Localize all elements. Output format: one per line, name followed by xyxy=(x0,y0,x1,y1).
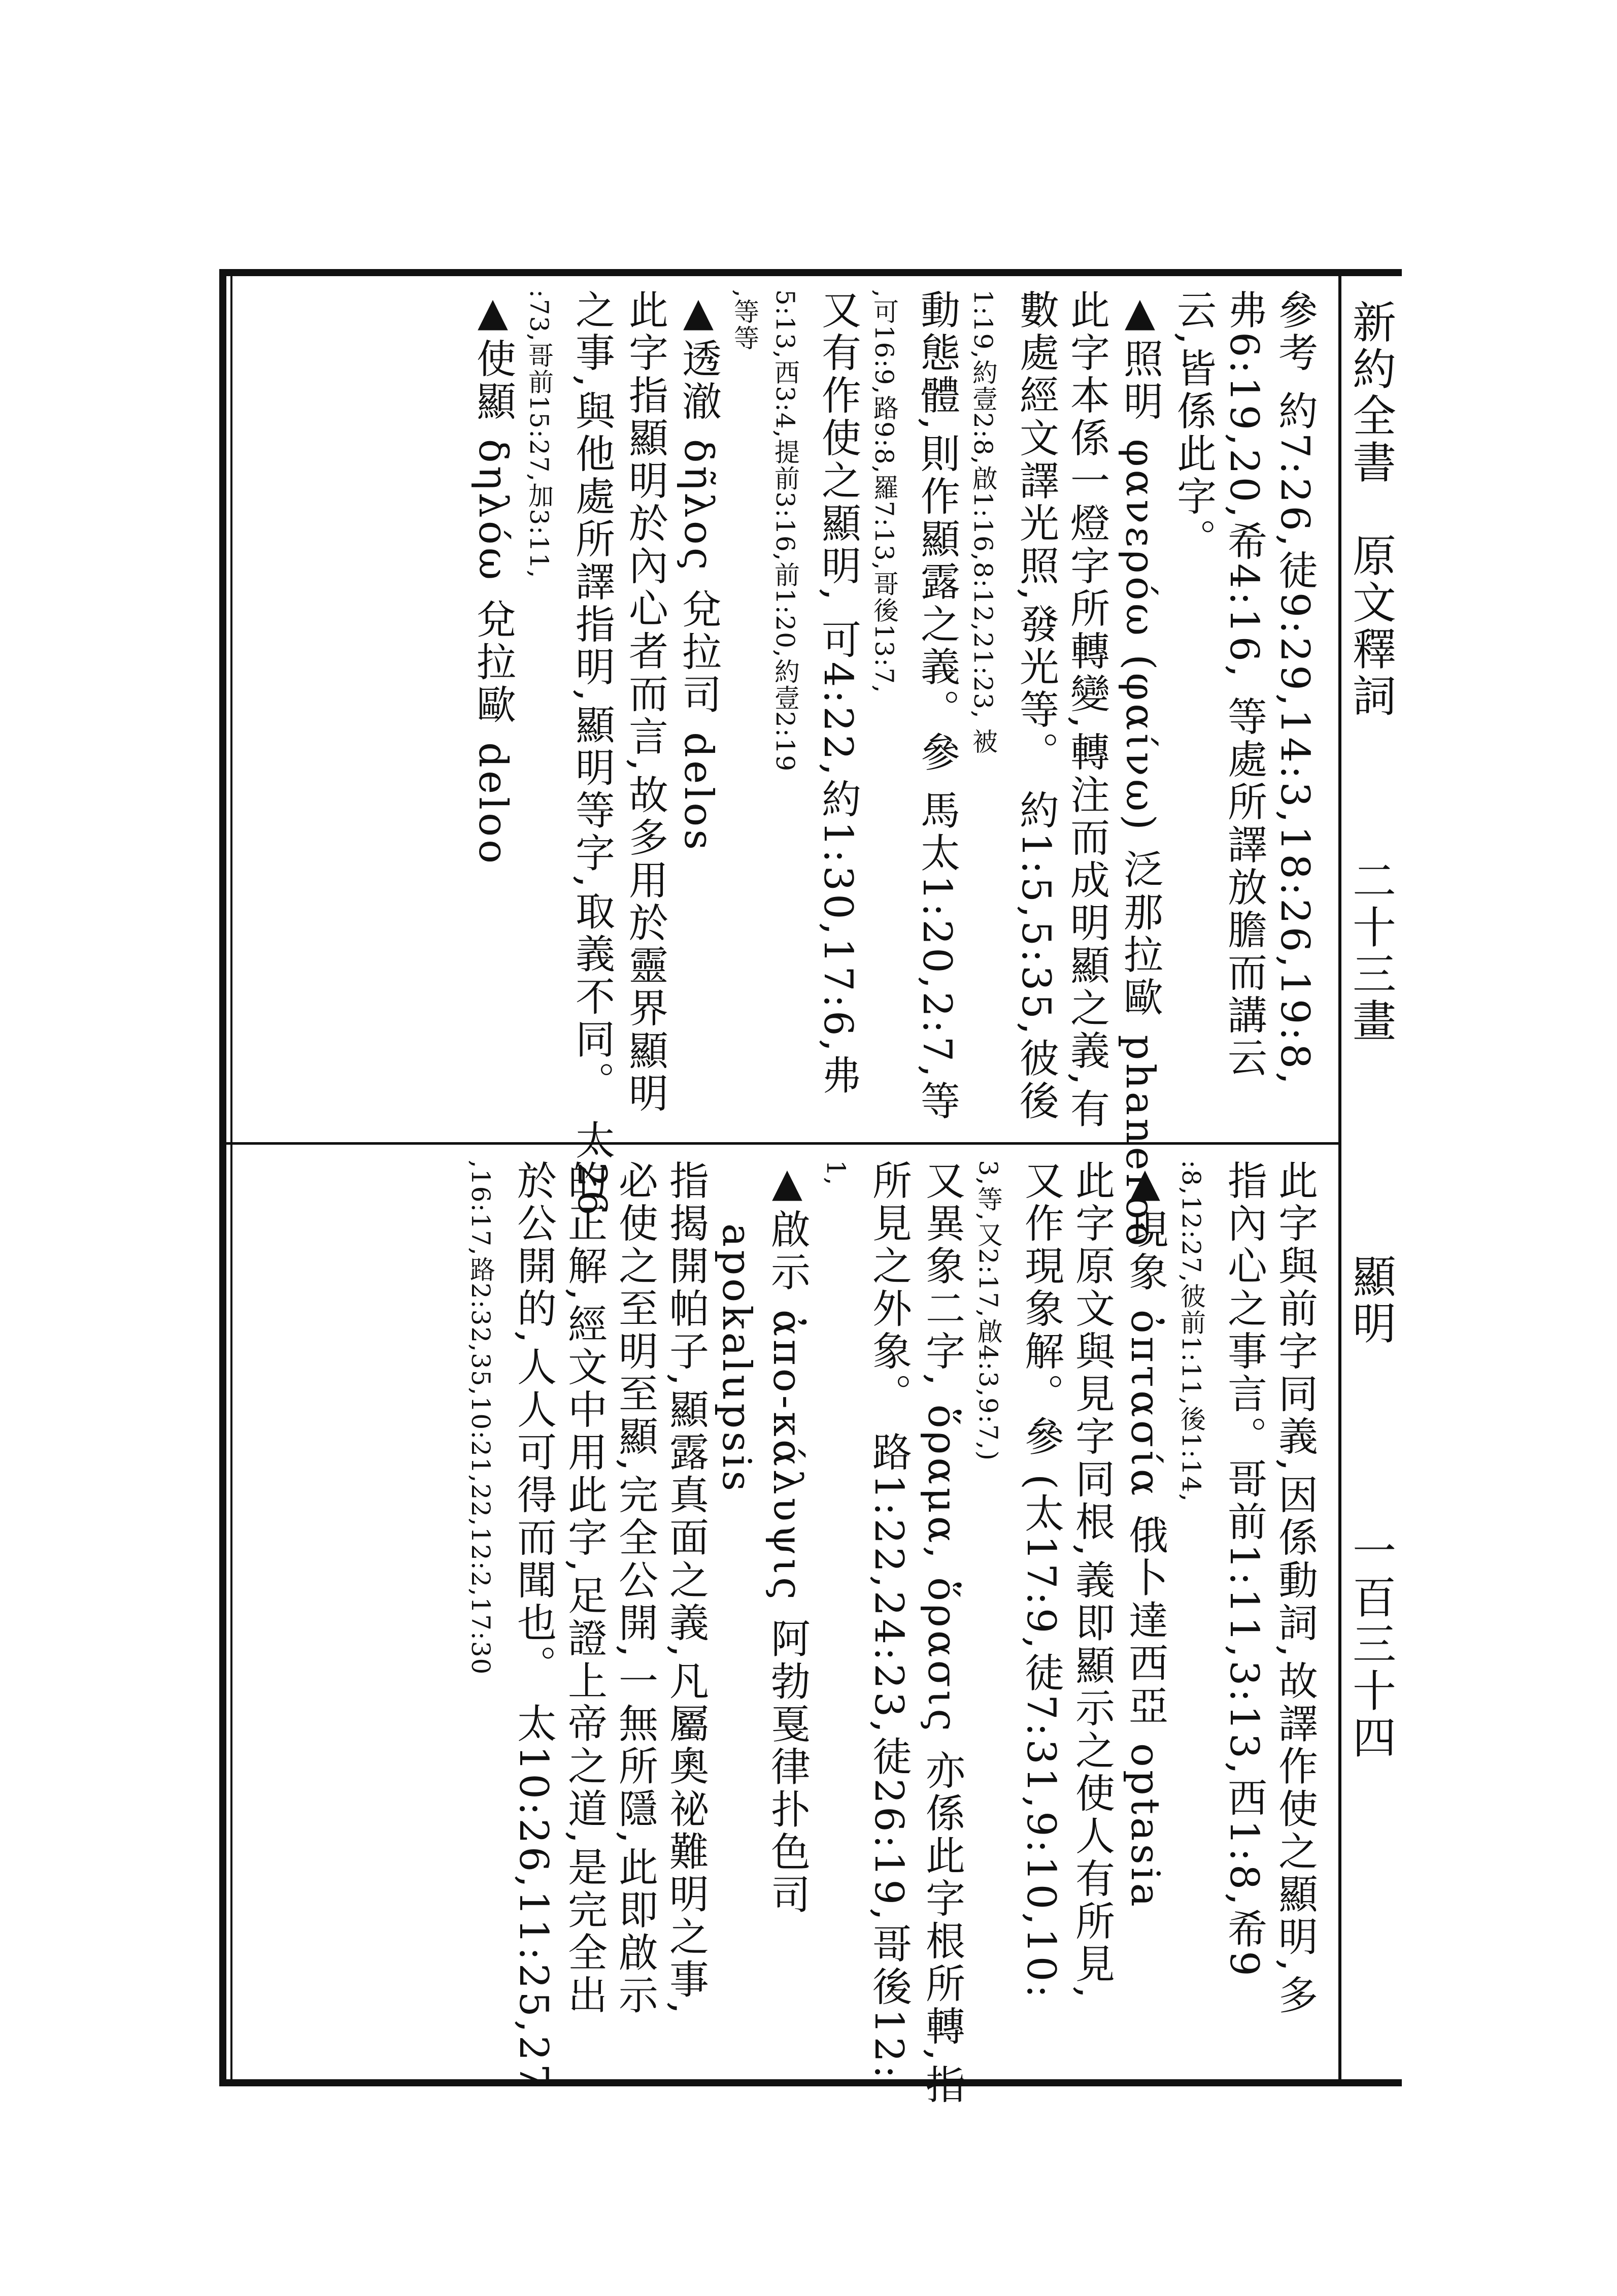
lower-col-4: ▲現象 ὀπτασία 俄卜達西亞 optasia xyxy=(1122,1160,1168,1910)
upper-col-9: ,可16:9,路9:8,羅7:13,哥後13:7, xyxy=(869,289,899,694)
frame-left-inner-rule xyxy=(230,269,232,2086)
page-frame xyxy=(219,269,1402,2107)
upper-col-3: 云,皆係此字。 xyxy=(1170,289,1216,561)
upper-col-2: 弗6:19,20,希4:16, 等處所譯放膽而講云 xyxy=(1221,289,1267,1080)
entry-word: 顯明 xyxy=(1345,1254,1396,1347)
upper-col-7: 1:19,約壹2:8,啟1:16,8:12,21:23, 被 xyxy=(968,289,998,755)
lower-col-5: 此字原文與見字同根,義即顯示之使人有所見, xyxy=(1069,1160,1115,2002)
lower-col-15: 的正解,經文中用此字,足證上帝之道,是完全出 xyxy=(561,1160,607,2017)
lower-col-2: 指內心之事言。哥前1:11,3:13,西1:8,希9 xyxy=(1221,1160,1267,1979)
frame-bottom-rule xyxy=(219,2079,1402,2086)
upper-col-8: 動態體,則作顯露之義。參 馬太1:20,2:7,等 xyxy=(914,289,960,1123)
page-number: 一百三十四 xyxy=(1345,1528,1396,1761)
frame-top-rule xyxy=(219,269,1402,276)
lower-col-13: 指揭開帕子,顯露真面之義,凡屬奧祕難明之事, xyxy=(663,1160,709,2017)
lower-col-12: apokalupsis xyxy=(714,1223,759,1494)
upper-col-13: ▲透澈 δῆλος 兌拉司 delos xyxy=(676,289,721,853)
upper-col-5: 此字本係一燈字所轉變,轉注而成明顯之義,有 xyxy=(1064,289,1109,1131)
upper-col-6: 數處經文譯光照,發光等。 約1:5,5:35,彼後 xyxy=(1013,289,1059,1123)
upper-col-11: 5:13,西3:4,提前3:16,前1:20,約壹2:19 xyxy=(770,289,800,773)
lower-col-10: 1, xyxy=(821,1160,851,1186)
lower-col-3: :8,12:27,彼前1:11,後1:14, xyxy=(1176,1160,1206,1503)
upper-col-1: 參考 約7:26,徒9:29,14:3,18:26,19:8, xyxy=(1272,289,1318,1088)
book-title: 新約全書 xyxy=(1345,300,1396,486)
upper-col-12: ,等等 xyxy=(730,289,759,351)
lower-col-14: 必使之至明至顯,完全公開,一無所隱,此即啟示 xyxy=(612,1160,658,2017)
stroke-group: 二十三畫 xyxy=(1345,858,1396,1045)
lower-col-8: 又異象二字, ὅραμα, ὅρασις 亦係此字根所轉,指 xyxy=(919,1160,965,2107)
upper-col-14: 此字指顯明於內心者而言,故多用於靈界顯明 xyxy=(622,289,668,1115)
upper-col-4: ▲照明 φανερόω (φαίνω) 泛那拉歐 phaneroo xyxy=(1117,289,1163,1249)
section-title: 原文釋詞 xyxy=(1345,533,1396,720)
upper-col-16: :73,哥前15:27,加3:11, xyxy=(524,289,554,579)
upper-col-17: ▲使顯 δηλόω 兌拉歐 deloo xyxy=(470,289,516,867)
upper-col-10: 又有作使之顯明, 可4:22,約1:30,17:6,弗 xyxy=(815,289,861,1097)
lower-col-6: 又作現象解。參 (太17:9,徒7:31,9:10,10: xyxy=(1018,1160,1064,2001)
upper-col-15: 之事,與他處所譯指明,顯明等字,取義不同。 太26 xyxy=(569,289,615,1219)
lower-col-9: 所見之外象。 路1:22,24:23,徒26:19,哥後12: xyxy=(866,1160,912,2082)
lower-col-16: 於公開的,人人可得而聞也。 太10:26,11:25,27 xyxy=(511,1160,556,2092)
mid-divider-rule xyxy=(219,1142,1338,1145)
lower-col-17: ,16:17,路2:32,35,10:21,22,12:2,17:30 xyxy=(466,1160,495,1676)
lower-col-7: 3,等,又2:17,啟4:3,9:7,) xyxy=(973,1160,1003,1462)
frame-left-rule xyxy=(219,269,226,2086)
lower-col-11: ▲啟示 ἀπο-κάλυψις 阿勃戛律扑色司 xyxy=(764,1160,810,1917)
header-divider-rule xyxy=(1338,269,1341,2086)
lower-col-1: 此字與前字同義,因係動詞,故譯作使之顯明,多 xyxy=(1272,1160,1318,2017)
